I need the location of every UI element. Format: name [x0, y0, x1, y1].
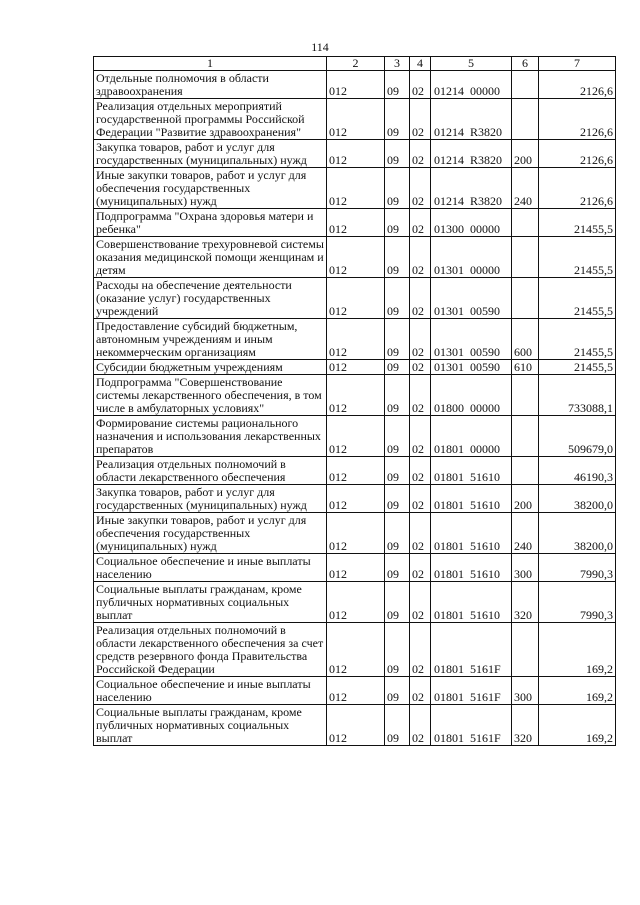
- row-expense-type: [512, 209, 539, 237]
- row-target-article: [431, 209, 512, 237]
- row-section-code: 09: [385, 237, 410, 278]
- row-direction-code: 00590: [470, 360, 500, 374]
- table-row: [94, 140, 616, 168]
- row-direction-code: 00000: [470, 442, 500, 456]
- row-target-article: [431, 140, 512, 168]
- row-direction-code: 51610: [470, 567, 500, 581]
- header-col-4: 4: [410, 57, 431, 71]
- row-program-code: 01801: [434, 690, 464, 704]
- row-subsection-code: 02: [410, 677, 431, 705]
- row-target-article: [431, 168, 512, 209]
- row-program-code: 01214: [434, 153, 464, 167]
- row-program-code: 01301: [434, 304, 464, 318]
- row-description: Реализация отдельных мероприятий государственной программы Российской Федерации "Развитие здравоохранения": [94, 99, 327, 140]
- row-program-code: 01801: [434, 608, 464, 622]
- table-row: [94, 319, 616, 360]
- row-admin-code: 012: [327, 278, 385, 319]
- row-amount: 38200,0: [539, 513, 616, 554]
- row-amount: 21455,5: [539, 209, 616, 237]
- row-expense-type: 200: [512, 140, 539, 168]
- row-subsection-code: 02: [410, 582, 431, 623]
- row-subsection-code: 02: [410, 554, 431, 582]
- row-amount: 509679,0: [539, 416, 616, 457]
- row-amount: 2126,6: [539, 140, 616, 168]
- row-subsection-code: 02: [410, 237, 431, 278]
- row-target-article: [431, 278, 512, 319]
- row-description: Закупка товаров, работ и услуг для государственных (муниципальных) нужд: [94, 140, 327, 168]
- row-section-code: 09: [385, 360, 410, 375]
- row-description: Социальное обеспечение и иные выплаты населению: [94, 677, 327, 705]
- row-subsection-code: 02: [410, 513, 431, 554]
- row-target-article: [431, 677, 512, 705]
- row-expense-type: [512, 416, 539, 457]
- row-target-article: [431, 582, 512, 623]
- row-admin-code: 012: [327, 237, 385, 278]
- row-description: Подпрограмма "Совершенствование системы лекарственного обеспечения, в том числе в амбулаторных условиях": [94, 375, 327, 416]
- row-description: Предоставление субсидий бюджетным, автономным учреждениям и иным некоммерческим организациям: [94, 319, 327, 360]
- table-row: [94, 582, 616, 623]
- row-program-code: 01800: [434, 401, 464, 415]
- header-col-5: 5: [431, 57, 512, 71]
- row-description: Иные закупки товаров, работ и услуг для обеспечения государственных (муниципальных) нужд: [94, 168, 327, 209]
- row-admin-code: 012: [327, 513, 385, 554]
- table-row: [94, 677, 616, 705]
- table-row: [94, 705, 616, 746]
- row-expense-type: [512, 71, 539, 99]
- page-number: 114: [311, 40, 329, 54]
- row-amount: 733088,1: [539, 375, 616, 416]
- table-row: [94, 99, 616, 140]
- table-row: [94, 209, 616, 237]
- row-description: Социальные выплаты гражданам, кроме публичных нормативных социальных выплат: [94, 705, 327, 746]
- row-target-article: [431, 237, 512, 278]
- header-col-1: 1: [94, 57, 327, 71]
- row-section-code: 09: [385, 705, 410, 746]
- header-row: [94, 57, 616, 71]
- row-section-code: 09: [385, 554, 410, 582]
- row-subsection-code: 02: [410, 71, 431, 99]
- row-subsection-code: 02: [410, 278, 431, 319]
- row-description: Совершенствование трехуровневой системы оказания медицинской помощи женщинам и детям: [94, 237, 327, 278]
- row-section-code: 09: [385, 319, 410, 360]
- row-amount: 7990,3: [539, 582, 616, 623]
- row-amount: 38200,0: [539, 485, 616, 513]
- row-expense-type: 240: [512, 513, 539, 554]
- row-section-code: 09: [385, 99, 410, 140]
- row-expense-type: [512, 375, 539, 416]
- row-amount: 169,2: [539, 677, 616, 705]
- row-direction-code: 00000: [470, 401, 500, 415]
- row-program-code: 01301: [434, 360, 464, 374]
- table-row: [94, 360, 616, 375]
- row-section-code: 09: [385, 416, 410, 457]
- row-expense-type: 600: [512, 319, 539, 360]
- row-amount: 2126,6: [539, 168, 616, 209]
- row-subsection-code: 02: [410, 416, 431, 457]
- table-row: [94, 485, 616, 513]
- row-amount: 2126,6: [539, 71, 616, 99]
- table-row: [94, 513, 616, 554]
- row-amount: 2126,6: [539, 99, 616, 140]
- table-row: [94, 457, 616, 485]
- row-target-article: [431, 513, 512, 554]
- header-col-6: 6: [512, 57, 539, 71]
- row-expense-type: 610: [512, 360, 539, 375]
- row-expense-type: [512, 99, 539, 140]
- row-expense-type: 320: [512, 582, 539, 623]
- row-description: Социальные выплаты гражданам, кроме публичных нормативных социальных выплат: [94, 582, 327, 623]
- row-admin-code: 012: [327, 485, 385, 513]
- row-admin-code: 012: [327, 623, 385, 677]
- row-target-article: [431, 71, 512, 99]
- row-direction-code: 00000: [470, 222, 500, 236]
- row-amount: 21455,5: [539, 237, 616, 278]
- row-expense-type: [512, 457, 539, 485]
- row-target-article: [431, 319, 512, 360]
- row-subsection-code: 02: [410, 319, 431, 360]
- row-program-code: 01214: [434, 125, 464, 139]
- row-target-article: [431, 705, 512, 746]
- row-description: Закупка товаров, работ и услуг для государственных (муниципальных) нужд: [94, 485, 327, 513]
- row-description: Социальное обеспечение и иные выплаты населению: [94, 554, 327, 582]
- row-expense-type: 300: [512, 554, 539, 582]
- row-description: Реализация отдельных полномочий в области лекарственного обеспечения за счет средств резервного фонда Правительства Российской Федерации: [94, 623, 327, 677]
- row-section-code: 09: [385, 677, 410, 705]
- table-body: [94, 71, 616, 746]
- row-direction-code: 00000: [470, 84, 500, 98]
- row-direction-code: 00000: [470, 263, 500, 277]
- header-col-7: 7: [539, 57, 616, 71]
- row-subsection-code: 02: [410, 209, 431, 237]
- row-amount: 21455,5: [539, 319, 616, 360]
- table-row: [94, 168, 616, 209]
- row-direction-code: 00590: [470, 345, 500, 359]
- row-admin-code: 012: [327, 71, 385, 99]
- row-program-code: 01801: [434, 498, 464, 512]
- row-admin-code: 012: [327, 416, 385, 457]
- table-row: [94, 237, 616, 278]
- row-amount: 169,2: [539, 623, 616, 677]
- row-description: Реализация отдельных полномочий в области лекарственного обеспечения: [94, 457, 327, 485]
- row-admin-code: 012: [327, 99, 385, 140]
- row-direction-code: R3820: [470, 153, 503, 167]
- row-direction-code: 5161F: [470, 662, 501, 676]
- row-subsection-code: 02: [410, 705, 431, 746]
- row-target-article: [431, 375, 512, 416]
- row-admin-code: 012: [327, 705, 385, 746]
- row-subsection-code: 02: [410, 168, 431, 209]
- table-row: [94, 623, 616, 677]
- row-admin-code: 012: [327, 375, 385, 416]
- row-description: Расходы на обеспечение деятельности (оказание услуг) государственных учреждений: [94, 278, 327, 319]
- row-amount: 7990,3: [539, 554, 616, 582]
- header-col-3: 3: [385, 57, 410, 71]
- row-program-code: 01801: [434, 470, 464, 484]
- row-section-code: 09: [385, 278, 410, 319]
- row-program-code: 01801: [434, 442, 464, 456]
- row-direction-code: R3820: [470, 194, 503, 208]
- row-subsection-code: 02: [410, 623, 431, 677]
- row-subsection-code: 02: [410, 457, 431, 485]
- row-program-code: 01801: [434, 662, 464, 676]
- row-subsection-code: 02: [410, 375, 431, 416]
- row-description: Подпрограмма "Охрана здоровья матери и ребенка": [94, 209, 327, 237]
- row-target-article: [431, 457, 512, 485]
- row-expense-type: [512, 237, 539, 278]
- row-section-code: 09: [385, 209, 410, 237]
- row-direction-code: 51610: [470, 539, 500, 553]
- row-admin-code: 012: [327, 554, 385, 582]
- row-section-code: 09: [385, 623, 410, 677]
- row-program-code: 01301: [434, 345, 464, 359]
- row-amount: 21455,5: [539, 278, 616, 319]
- row-expense-type: 200: [512, 485, 539, 513]
- row-direction-code: 5161F: [470, 731, 501, 745]
- row-section-code: 09: [385, 457, 410, 485]
- row-program-code: 01301: [434, 263, 464, 277]
- table-row: [94, 375, 616, 416]
- row-section-code: 09: [385, 485, 410, 513]
- row-target-article: [431, 360, 512, 375]
- row-section-code: 09: [385, 140, 410, 168]
- row-admin-code: 012: [327, 457, 385, 485]
- table-row: [94, 416, 616, 457]
- row-admin-code: 012: [327, 360, 385, 375]
- table-row: [94, 71, 616, 99]
- row-direction-code: 51610: [470, 498, 500, 512]
- row-subsection-code: 02: [410, 360, 431, 375]
- row-direction-code: 51610: [470, 608, 500, 622]
- row-description: Отдельные полномочия в области здравоохранения: [94, 71, 327, 99]
- row-direction-code: 5161F: [470, 690, 501, 704]
- row-section-code: 09: [385, 375, 410, 416]
- row-expense-type: [512, 623, 539, 677]
- row-admin-code: 012: [327, 140, 385, 168]
- row-expense-type: 300: [512, 677, 539, 705]
- row-direction-code: R3820: [470, 125, 503, 139]
- row-description: Формирование системы рационального назначения и использования лекарственных препаратов: [94, 416, 327, 457]
- row-direction-code: 00590: [470, 304, 500, 318]
- row-admin-code: 012: [327, 677, 385, 705]
- row-program-code: 01214: [434, 84, 464, 98]
- table-row: [94, 278, 616, 319]
- row-amount: 46190,3: [539, 457, 616, 485]
- row-section-code: 09: [385, 168, 410, 209]
- row-admin-code: 012: [327, 168, 385, 209]
- row-target-article: [431, 416, 512, 457]
- row-program-code: 01300: [434, 222, 464, 236]
- row-section-code: 09: [385, 582, 410, 623]
- row-expense-type: 320: [512, 705, 539, 746]
- budget-table: [93, 56, 616, 746]
- row-description: Субсидии бюджетным учреждениям: [94, 360, 327, 375]
- row-program-code: 01214: [434, 194, 464, 208]
- table-row: [94, 554, 616, 582]
- row-subsection-code: 02: [410, 99, 431, 140]
- row-target-article: [431, 623, 512, 677]
- row-expense-type: 240: [512, 168, 539, 209]
- row-admin-code: 012: [327, 209, 385, 237]
- row-target-article: [431, 485, 512, 513]
- row-program-code: 01801: [434, 731, 464, 745]
- row-section-code: 09: [385, 71, 410, 99]
- row-amount: 21455,5: [539, 360, 616, 375]
- row-program-code: 01801: [434, 567, 464, 581]
- row-target-article: [431, 554, 512, 582]
- row-section-code: 09: [385, 513, 410, 554]
- row-subsection-code: 02: [410, 485, 431, 513]
- row-target-article: [431, 99, 512, 140]
- row-expense-type: [512, 278, 539, 319]
- row-subsection-code: 02: [410, 140, 431, 168]
- row-admin-code: 012: [327, 582, 385, 623]
- row-description: Иные закупки товаров, работ и услуг для обеспечения государственных (муниципальных) нужд: [94, 513, 327, 554]
- row-direction-code: 51610: [470, 470, 500, 484]
- row-admin-code: 012: [327, 319, 385, 360]
- row-program-code: 01801: [434, 539, 464, 553]
- row-amount: 169,2: [539, 705, 616, 746]
- header-col-2: 2: [327, 57, 385, 71]
